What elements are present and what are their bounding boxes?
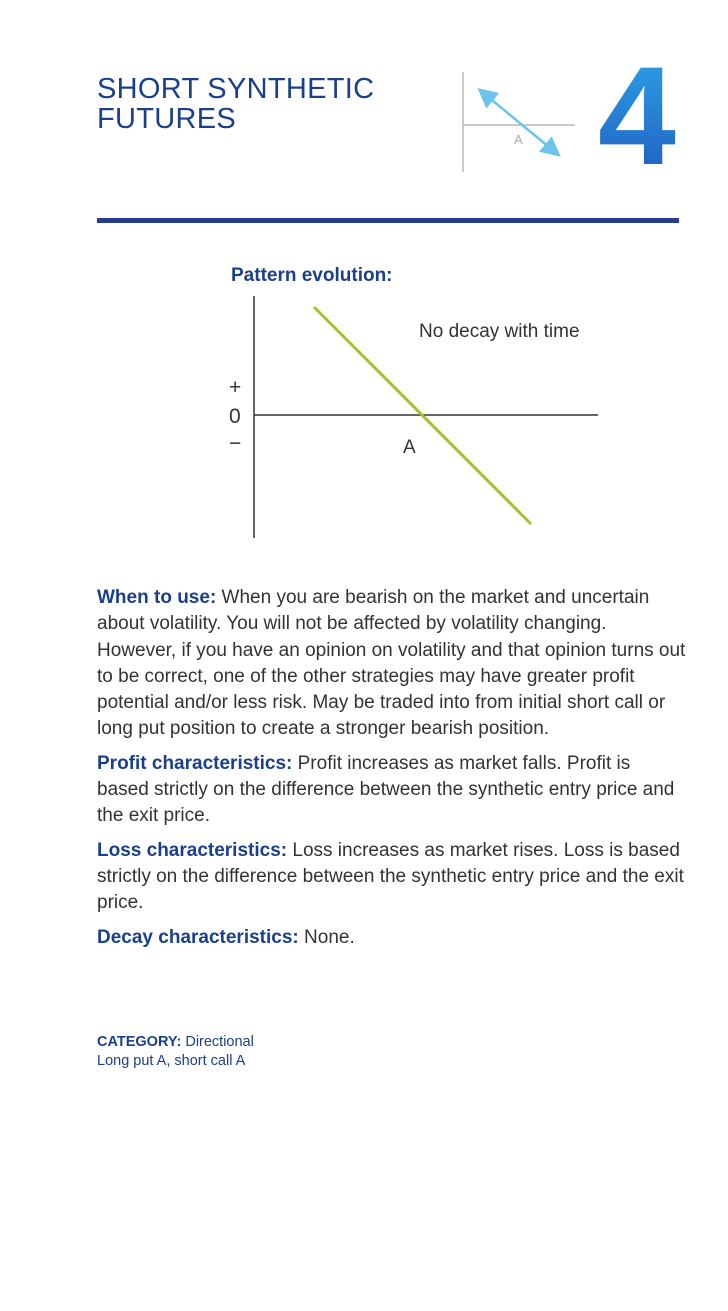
- payoff-chart: [200, 290, 620, 550]
- decay-note: No decay with time: [419, 321, 580, 342]
- pattern-heading: Pattern evolution:: [231, 265, 393, 286]
- strategy-description: [97, 585, 687, 959]
- category-block: [97, 1033, 254, 1071]
- category-value: Directional: [181, 1034, 254, 1050]
- strategy-number: 4: [598, 37, 676, 194]
- category-positions: Long put A, short call A: [97, 1053, 246, 1069]
- mini-payoff-diagram: [455, 68, 585, 178]
- profit-text: Profit increases as market falls. Profit is based strictly on the difference between the synthetic entry price and the exit price.: [97, 752, 675, 827]
- loss-label: Loss characteristics:: [97, 839, 288, 861]
- when-to-use-label: When to use:: [97, 587, 217, 608]
- header-divider: [97, 218, 679, 223]
- profit-label: Profit characteristics:: [97, 752, 293, 774]
- axis-zero-label: 0: [229, 405, 241, 428]
- loss-text: Loss increases as market rises. Loss is based strictly on the difference between the synthetic entry price and the exit price.: [97, 839, 684, 914]
- decay-paragraph: [97, 925, 687, 951]
- title-line-2: FUTURES: [97, 103, 237, 135]
- decay-text: None.: [298, 926, 355, 948]
- category-line: [97, 1033, 254, 1052]
- profit-paragraph: [97, 751, 687, 830]
- when-to-use-paragraph: [97, 585, 687, 743]
- when-to-use-text: When you are bearish on the market and uncertain about volatility. You will not be affected by volatility changing. However, if you have an opinion on volatility and that opinion turns out to be correct, one of the other strategies may have greater profit potential and/or less risk. May be traded into from initial short call or long put position to create a stronger bearish position.: [97, 587, 686, 740]
- strategy-title: [97, 74, 374, 134]
- loss-paragraph: [97, 838, 687, 917]
- axis-plus-label: +: [229, 376, 242, 399]
- title-line-1: SHORT SYNTHETIC: [97, 73, 375, 105]
- category-label: CATEGORY:: [97, 1034, 182, 1050]
- axis-minus-label: −: [229, 432, 242, 455]
- decay-label: Decay characteristics:: [97, 926, 299, 948]
- strike-label: A: [403, 437, 416, 458]
- mini-strike-label: A: [514, 132, 523, 147]
